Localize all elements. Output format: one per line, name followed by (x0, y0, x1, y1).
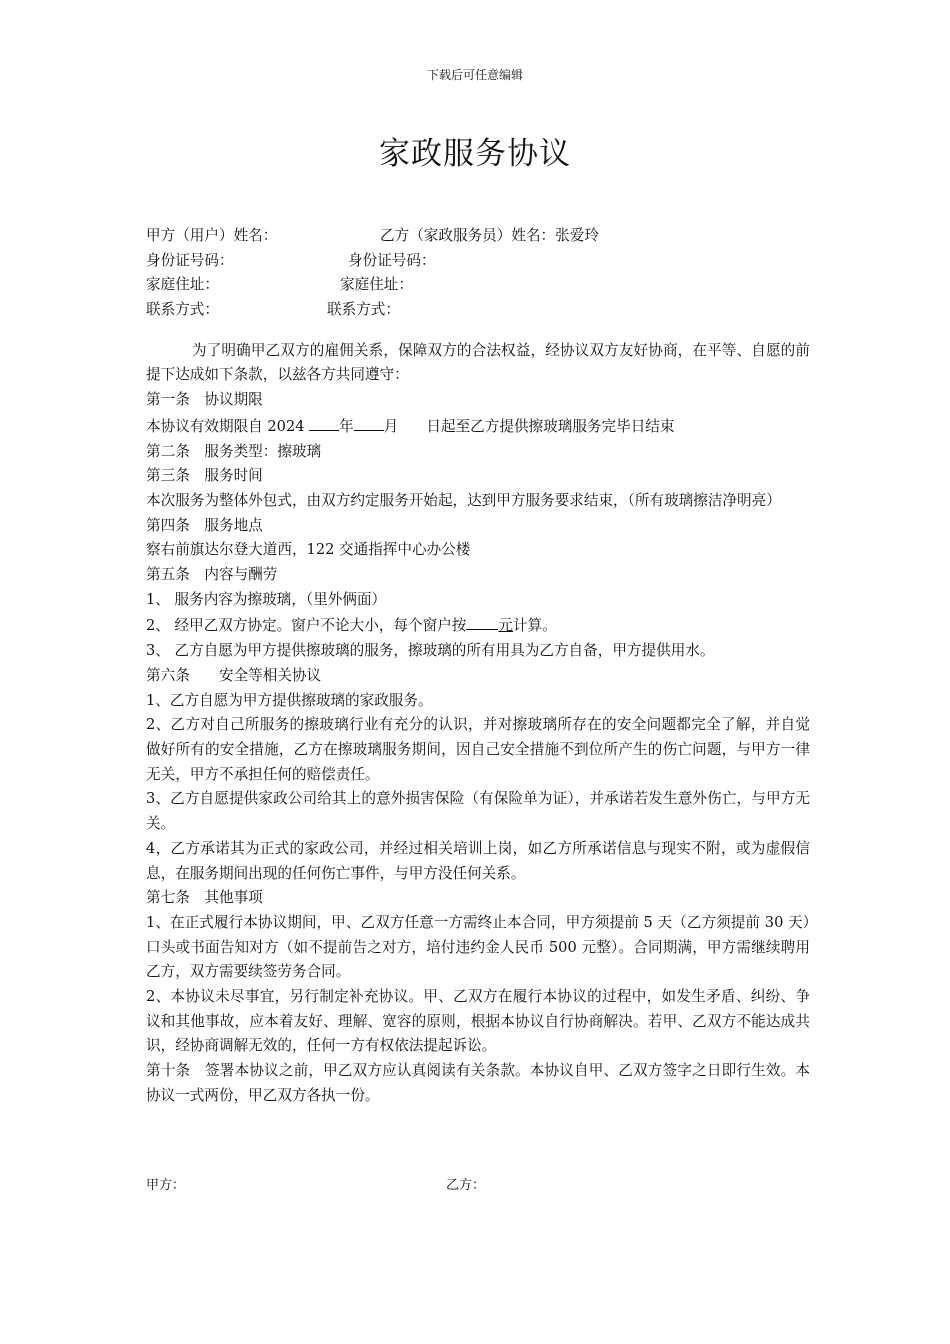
price-blank (466, 612, 498, 630)
party-a-name-label: 甲方（用户）姓名： (146, 227, 278, 244)
party-b-id-label: 身份证号码： (348, 251, 436, 269)
term-month-blank (354, 413, 384, 431)
article-6-item-4: 4，乙方承诺其为正式的家政公司，并经过相关培训上岗，如乙方所承诺信息与现实不附，或为虚假信息，在服务期间出现的任何伤亡事件，与甲方没任何关系。 (146, 839, 810, 882)
party-a-id-label: 身份证号码： (146, 251, 234, 269)
article-4-heading: 第四条 服务地点 (146, 516, 263, 534)
party-a-signature-label: 甲方： (146, 1178, 186, 1193)
article-2-heading: 第二条 服务类型：擦玻璃 (146, 442, 322, 460)
price-unit: 元 (498, 617, 514, 635)
page-header-note: 下载后可任意编辑 (426, 68, 523, 82)
party-address-row (146, 273, 810, 298)
party-name-row (146, 224, 810, 249)
article-6-item-2: 2、乙方对自己所服务的擦玻璃行业有充分的认识，并对擦玻璃所存在的安全问题都完全了解，并自觉做好所有的安全措施，乙方在擦玻璃服务期间，因自己安全措施不到位所产生的伤亡问题，与甲方一律无关，甲方不承担任何的赔偿责任。 (146, 716, 810, 783)
party-id-row (146, 249, 810, 274)
document-title: 家政服务协议 (379, 136, 571, 172)
term-end-text: 日起至乙方提供擦玻璃服务完毕日结束 (426, 417, 675, 435)
article-6-item-3: 3、乙方自愿提供家政公司给其上的意外损害保险（有保险单为证），并承诺若发生意外伤亡，与甲方无关。 (146, 790, 810, 833)
party-a-address-label: 家庭住址： (146, 276, 219, 294)
term-year-label: 年 (339, 417, 354, 435)
party-b-address-label: 家庭住址： (340, 276, 413, 294)
article-7-item-2: 2、本协议未尽事宜，另行制定补充协议。甲、乙双方在履行本协议的过程中，如发生矛盾、纠纷、争议和其他事故，应本着友好、理解、宽容的原则，根据本协议自行协商解决。若甲、乙双方不能达成共识，经协商调解无效的，任何一方有权依法提起诉讼。 (146, 988, 810, 1055)
document-body (146, 224, 810, 1109)
article-4-text: 察右前旗达尔登大道西，122 交通指挥中心办公楼 (146, 541, 471, 559)
intro-paragraph: 为了明确甲乙双方的雇佣关系，保障双方的合法权益，经协议双方友好协商，在平等、自愿的前提下达成如下条款，以兹各方共同遵守： (146, 341, 810, 384)
article-10-text: 第十条 签署本协议之前，甲乙双方应认真阅读有关条款。本协议自甲、乙双方签字之日即行生效。本协议一式两份，甲乙双方各执一份。 (146, 1062, 810, 1104)
article-3-text: 本次服务为整体外包式，由双方约定服务开始起，达到甲方服务要求结束，（所有玻璃擦洁净明亮） (146, 491, 781, 509)
party-b-contact-label: 联系方式： (327, 301, 400, 319)
term-year-blank (309, 413, 339, 431)
party-a-contact-label: 联系方式： (146, 301, 219, 319)
article-1-heading: 第一条 协议期限 (146, 391, 263, 409)
article-7-item-1: 1、在正式履行本协议期间，甲、乙双方任意一方需终止本合同，甲方须提前 5 天（乙方须提前 30 天）口头或书面告知对方（如不提前告之对方，培付违约金人民币 500 元整）。合同期满，甲方需继续聘用乙方，双方需要续签劳务合同。 (146, 913, 810, 981)
party-b-name-label: 乙方（家政服务员）姓名：张爱玲 (380, 227, 599, 244)
article-1-term (146, 413, 810, 440)
article-3-heading: 第三条 服务时间 (146, 467, 263, 485)
party-b-signature-label: 乙方： (446, 1178, 486, 1193)
article-6-item-1: 1、乙方自愿为甲方提供擦玻璃的家政服务。 (146, 691, 433, 709)
article-5-item-1: 1、 服务内容为擦玻璃，（里外俩面） (146, 590, 387, 608)
term-month-label: 月 (383, 417, 399, 435)
article-5-item-2: 2、 经甲乙双方协定。窗户不论大小，每个窗户按 元计算。 (146, 612, 810, 639)
article-7-heading: 第七条 其他事项 (146, 889, 263, 907)
article-5-heading: 第五条 内容与酬劳 (146, 566, 278, 584)
term-start-text: 本协议有效期限自 2024 (146, 417, 305, 435)
article-6-heading: 第六条 安全等相关协议 (146, 666, 322, 684)
article-5-item-3: 3、 乙方自愿为甲方提供擦玻璃的服务，擦玻璃的所有用具为乙方自备，甲方提供用水。 (146, 642, 715, 660)
party-contact-row (146, 298, 810, 323)
